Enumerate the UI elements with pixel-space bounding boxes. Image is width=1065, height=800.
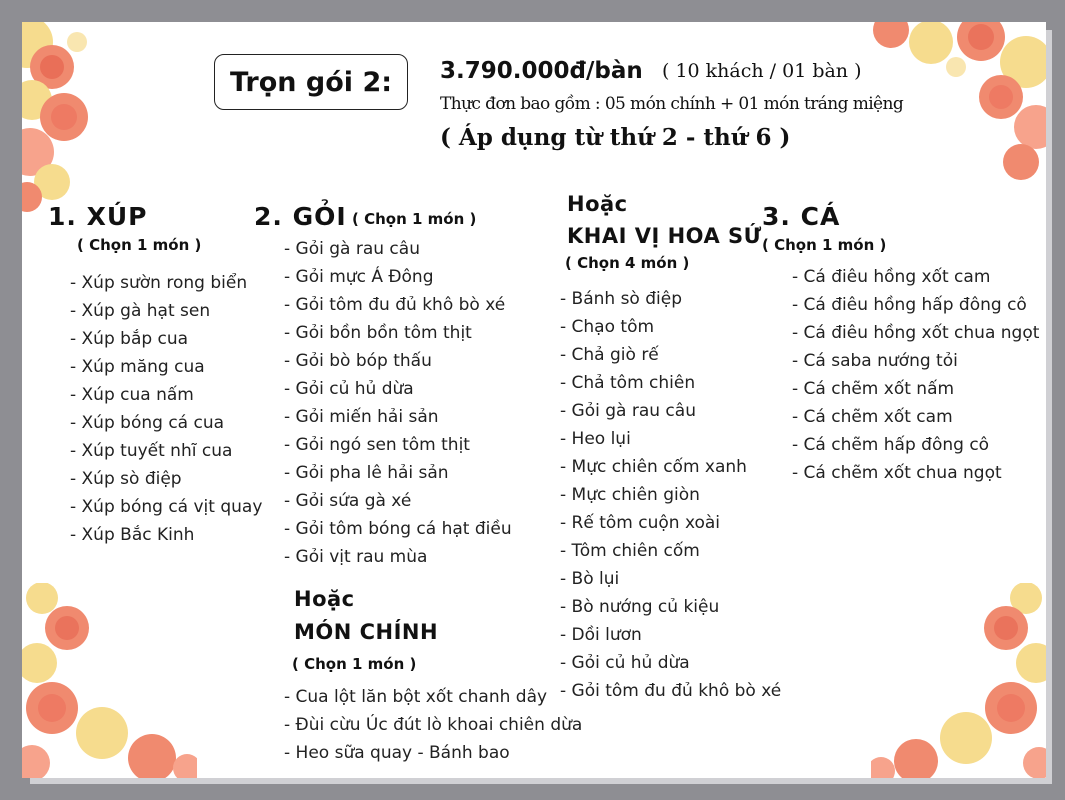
list-item: - Gỏi củ hủ dừa (560, 653, 690, 673)
appetizer-title: KHAI VỊ HOA SỨ (567, 224, 762, 248)
list-item: - Bò lụi (560, 569, 620, 589)
main-choose: ( Chọn 1 món ) (292, 655, 417, 673)
list-item: - Gỏi tôm đu đủ khô bò xé (284, 295, 506, 315)
list-item: - Cua lột lăn bột xốt chanh dây (284, 687, 548, 707)
list-item: - Dồi lươn (560, 625, 642, 645)
list-item: - Xúp bóng cá cua (70, 413, 225, 433)
list-item: - Bò nướng củ kiệu (560, 597, 720, 617)
flower-decoration-bottom-left-icon (22, 583, 197, 778)
list-item: - Cá saba nướng tỏi (792, 351, 958, 371)
salad-choose: ( Chọn 1 món ) (352, 210, 477, 228)
salad-title: 2. GỎI (254, 202, 347, 231)
list-item: - Gỏi bò bóp thấu (284, 351, 432, 371)
list-item: - Chạo tôm (560, 317, 655, 337)
list-item: - Cá chẽm hấp đông cô (792, 435, 990, 455)
list-item: - Mực chiên cốm xanh (560, 457, 747, 477)
list-item: - Cá chẽm xốt chua ngọt (792, 463, 1002, 483)
list-item: - Gỏi pha lê hải sản (284, 463, 449, 483)
list-item: - Chả tôm chiên (560, 373, 696, 393)
list-item: - Heo sữa quay - Bánh bao (284, 743, 510, 763)
appetizer-or-label: Hoặc (567, 192, 628, 216)
list-item: - Xúp bắp cua (70, 329, 189, 349)
menu-includes: Thực đơn bao gồm : 05 món chính + 01 món tráng miệng (440, 94, 904, 114)
list-item: - Xúp bóng cá vịt quay (70, 497, 263, 517)
applicable-days: ( Áp dụng từ thứ 2 - thứ 6 ) (440, 124, 791, 151)
list-item: - Gỏi sứa gà xé (284, 491, 412, 511)
main-list (284, 683, 582, 767)
list-item: - Xúp cua nấm (70, 385, 194, 405)
list-item: - Gỏi củ hủ dừa (284, 379, 414, 399)
list-item: - Heo lụi (560, 429, 631, 449)
list-item: - Tôm chiên cốm (560, 541, 700, 561)
soup-choose: ( Chọn 1 món ) (77, 236, 202, 254)
list-item: - Chả giò rế (560, 345, 659, 365)
guests-per-table: ( 10 khách / 01 bàn ) (662, 60, 862, 82)
price: 3.790.000đ/bàn (440, 58, 643, 84)
list-item: - Gỏi tôm bóng cá hạt điều (284, 519, 512, 539)
list-item: - Rế tôm cuộn xoài (560, 513, 721, 533)
fish-choose: ( Chọn 1 món ) (762, 236, 887, 254)
list-item: - Cá chẽm xốt cam (792, 407, 953, 427)
list-item: - Xúp măng cua (70, 357, 205, 377)
list-item: - Gỏi miến hải sản (284, 407, 439, 427)
menu-page (22, 22, 1046, 778)
list-item: - Gỏi mực Á Đông (284, 267, 434, 287)
flower-decoration-bottom-right-icon (871, 583, 1046, 778)
list-item: - Bánh sò điệp (560, 289, 682, 309)
fish-list (792, 263, 1039, 487)
list-item: - Cá điêu hồng xốt cam (792, 267, 991, 287)
list-item: - Gỏi bồn bồn tôm thịt (284, 323, 472, 343)
list-item: - Xúp tuyết nhĩ cua (70, 441, 233, 461)
soup-list (70, 269, 262, 549)
flower-decoration-top-left-icon (22, 22, 102, 212)
main-title: MÓN CHÍNH (294, 620, 439, 644)
appetizer-choose: ( Chọn 4 món ) (565, 254, 690, 272)
fish-title: 3. CÁ (762, 202, 841, 231)
list-item: - Xúp gà hạt sen (70, 301, 211, 321)
list-item: - Gỏi ngó sen tôm thịt (284, 435, 470, 455)
list-item: - Đùi cừu Úc đút lò khoai chiên dừa (284, 715, 583, 735)
list-item: - Xúp sườn rong biển (70, 273, 248, 293)
list-item: - Cá chẽm xốt nấm (792, 379, 955, 399)
salad-list (284, 235, 512, 571)
list-item: - Gỏi gà rau câu (560, 401, 696, 421)
page-shadow-right (1046, 30, 1052, 782)
list-item: - Gỏi gà rau câu (284, 239, 420, 259)
list-item: - Mực chiên giòn (560, 485, 700, 505)
list-item: - Gỏi vịt rau mùa (284, 547, 428, 567)
list-item: - Cá điêu hồng xốt chua ngọt (792, 323, 1040, 343)
package-label: Trọn gói 2: (214, 54, 408, 110)
list-item: - Cá điêu hồng hấp đông cô (792, 295, 1027, 315)
soup-title: 1. XÚP (48, 202, 148, 231)
list-item: - Gỏi tôm đu đủ khô bò xé (560, 681, 782, 701)
main-or-label: Hoặc (294, 587, 355, 611)
appetizer-list (560, 285, 781, 705)
list-item: - Xúp sò điệp (70, 469, 182, 489)
list-item: - Xúp Bắc Kinh (70, 525, 195, 545)
page-shadow-bottom (30, 778, 1052, 784)
